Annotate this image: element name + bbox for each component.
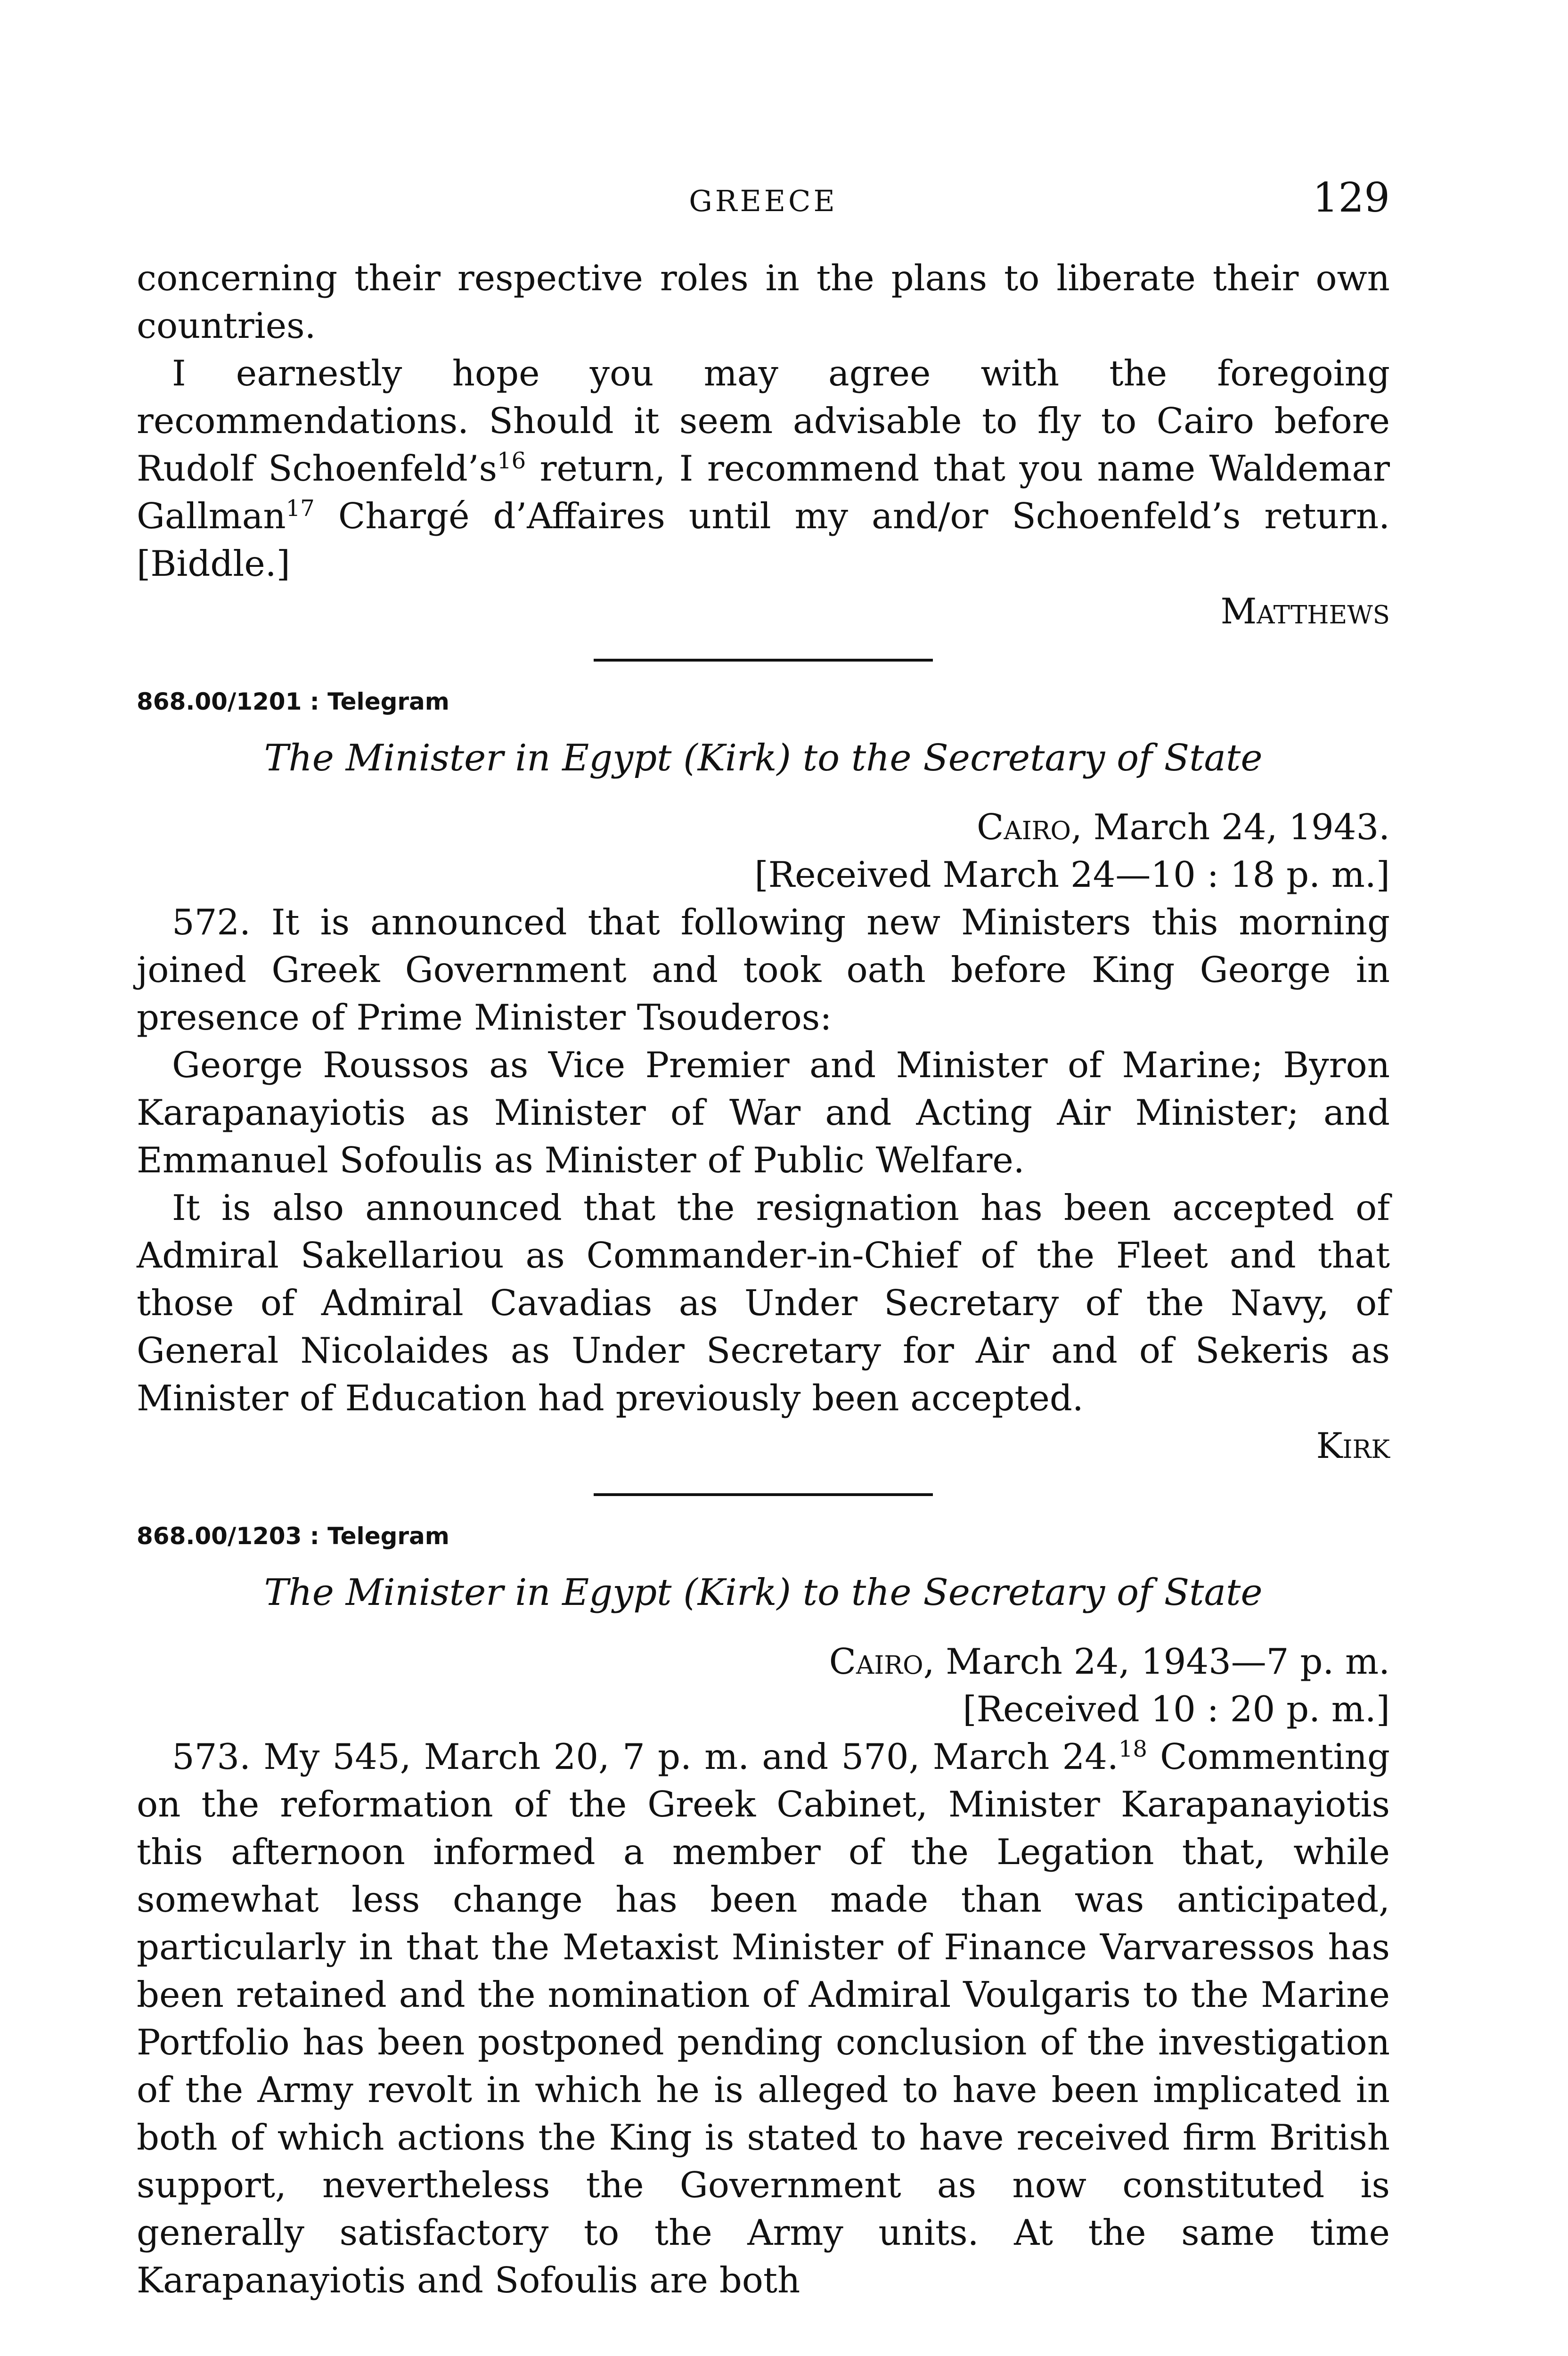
page-number: 129	[1312, 174, 1390, 221]
recommendation-paragraph: I earnestly hope you may agree with the foregoing recommendations. Should it seem advisable to fly to Cairo before Rudolf $Schoenfeld’s^{16}$ return, I recommend that you name Waldemar Gallman$^{17}$ Chargé d’Affaires until my and/or Schoenfeld’s return. [Biddle.]	[137, 352, 1390, 584]
running-header	[137, 174, 1390, 226]
document-title: The Minister in Egypt (Kirk) to the Secretary of State	[264, 737, 1263, 779]
footnote-ref-17: 17	[286, 495, 315, 522]
dateline	[137, 803, 1390, 851]
section-divider	[594, 1493, 933, 1496]
footnote-ref-18: 18	[1118, 1736, 1147, 1762]
dateline-place: Cairo	[829, 1641, 923, 1682]
file-reference: 868.00/1203 : Telegram	[137, 1522, 449, 1550]
file-reference: 868.00/1201 : Telegram	[137, 688, 449, 715]
dateline-date: , March 24, 1943.	[1070, 806, 1390, 848]
running-title: GREECE	[689, 184, 838, 218]
dateline-place: Cairo	[977, 806, 1071, 848]
telegram-paragraph: It is also announced that the resignation has been accepted of Admiral Sakellariou as Commander-in-Chief of the Fleet and that those of Admiral Cavadias as Under Secretary of the Navy, of General Nicolaides as Under Secretary for Air and of Sekeris as Minister of Education had previously been accepted.	[137, 1187, 1390, 1419]
dateline	[137, 1638, 1390, 1685]
document-title: The Minister in Egypt (Kirk) to the Secretary of State	[264, 1571, 1263, 1614]
telegram-paragraph: George Roussos as Vice Premier and Minister of Marine; Byron Karapanayiotis as Minister of War and Acting Air Minister; and Emmanuel Sofoulis as Minister of Public Welfare.	[137, 1044, 1390, 1181]
dateline-date: , March 24, 1943—7 p. m.	[923, 1641, 1390, 1682]
received-line: [Received March 24—10 : 18 p. m.]	[754, 854, 1390, 895]
signature-matthews: Matthews	[1220, 590, 1390, 632]
telegram-paragraph: 572. It is announced that following new Ministers this morning joined Greek Government and took oath before King George in presence of Prime Minister Tsouderos:	[137, 901, 1390, 1038]
footnote-ref-16: 16	[497, 448, 526, 474]
section-divider	[594, 659, 933, 662]
signature-kirk: Kirk	[1316, 1425, 1390, 1466]
continuation-paragraph: concerning their respective roles in the plans to liberate their own countries.	[137, 257, 1390, 346]
page-body	[137, 254, 1390, 2304]
received-line: [Received 10 : 20 p. m.]	[963, 1688, 1390, 1730]
telegram-paragraph: 573. My 545, March 20, 7 p. m. and 570, March 24.18 Commenting on the reformation of the Greek Cabinet, Minister Karapanayiotis this afternoon informed a member of the Legation that, while somewhat less change has been made than was anticipated, particularly in that the Metaxist Minister of Finance Varvaressos has been retained and the nomination of Admiral Voulgaris to the Marine Portfolio has been postponed pending conclusion of the investigation of the Army revolt in which he is alleged to have been implicated in both of which actions the King is stated to have received firm British support, nevertheless the Government as now constituted is generally satisfactory to the Army units. At the same time Karapanayiotis and Sofoulis are both	[137, 1736, 1390, 2301]
